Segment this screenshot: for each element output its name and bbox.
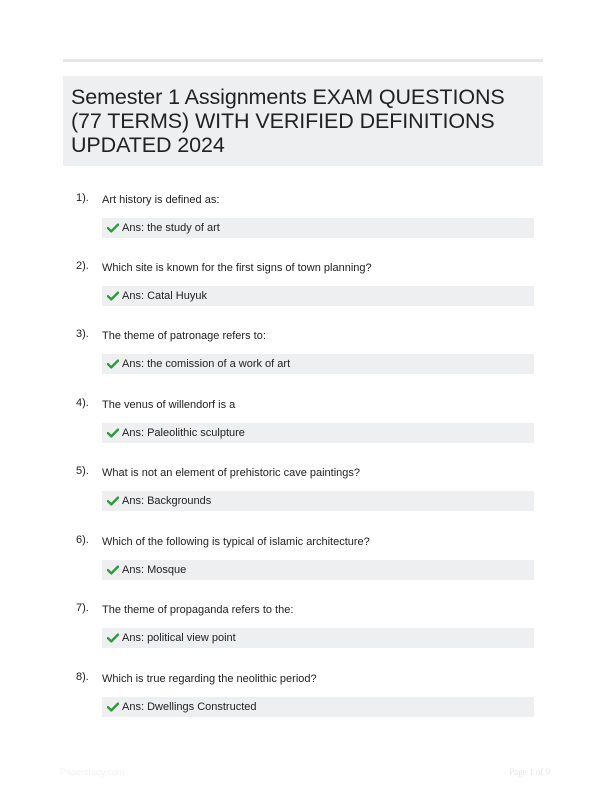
question-number: 4). <box>76 397 89 409</box>
question-text: Which is true regarding the neolithic period? <box>102 673 317 685</box>
question-item <box>0 396 606 456</box>
question-item <box>0 327 606 387</box>
answer-text: Ans: Paleolithic sculpture <box>122 427 245 439</box>
check-icon <box>107 496 119 506</box>
answer-text: Ans: Catal Huyuk <box>122 290 207 302</box>
answer-box <box>102 218 534 238</box>
question-number: 2). <box>76 260 89 272</box>
question-text: The venus of willendorf is a <box>102 399 236 411</box>
answer-text: Ans: the study of art <box>122 222 220 234</box>
question-text: Which of the following is typical of islamic architecture? <box>102 536 370 548</box>
question-item <box>0 191 606 251</box>
question-item <box>0 601 606 661</box>
page-indicator: Page 1 of 9 <box>509 767 550 777</box>
check-icon <box>107 428 119 438</box>
question-item <box>0 464 606 524</box>
question-text: The theme of propaganda refers to the: <box>102 604 294 616</box>
question-text: Which site is known for the first signs of town planning? <box>102 262 372 274</box>
answer-box <box>102 491 534 511</box>
question-item <box>0 533 606 593</box>
question-number: 7). <box>76 602 89 614</box>
check-icon <box>107 565 119 575</box>
question-text: The theme of patronage refers to: <box>102 330 266 342</box>
check-icon <box>107 633 119 643</box>
footer-watermark: Paperstudy.com <box>60 767 125 777</box>
check-icon <box>107 702 119 712</box>
question-number: 1). <box>76 192 89 204</box>
answer-text: Ans: Dwellings Constructed <box>122 701 257 713</box>
answer-box <box>102 628 534 648</box>
answer-text: Ans: political view point <box>122 632 236 644</box>
answer-text: Ans: Backgrounds <box>122 495 212 507</box>
question-number: 6). <box>76 534 89 546</box>
question-item <box>0 670 606 730</box>
document-title: Semester 1 Assignments EXAM QUESTIONS (77 TERMS) WITH VERIFIED DEFINITIONS UPDATED 2024 <box>71 85 505 157</box>
answer-text: Ans: Mosque <box>122 564 187 576</box>
answer-text: Ans: the comission of a work of art <box>122 358 291 370</box>
answer-box <box>102 354 534 374</box>
question-text: What is not an element of prehistoric cave paintings? <box>102 467 361 479</box>
check-icon <box>107 223 119 233</box>
question-number: 8). <box>76 671 89 683</box>
answer-box <box>102 286 534 306</box>
question-item <box>0 259 606 319</box>
question-text: Art history is defined as: <box>102 194 220 206</box>
question-number: 5). <box>76 465 89 477</box>
answer-box <box>102 560 534 580</box>
question-number: 3). <box>76 328 89 340</box>
check-icon <box>107 359 119 369</box>
answer-box <box>102 423 534 443</box>
top-divider <box>63 59 543 62</box>
answer-box <box>102 697 534 717</box>
document-title-banner <box>63 76 543 166</box>
check-icon <box>107 291 119 301</box>
